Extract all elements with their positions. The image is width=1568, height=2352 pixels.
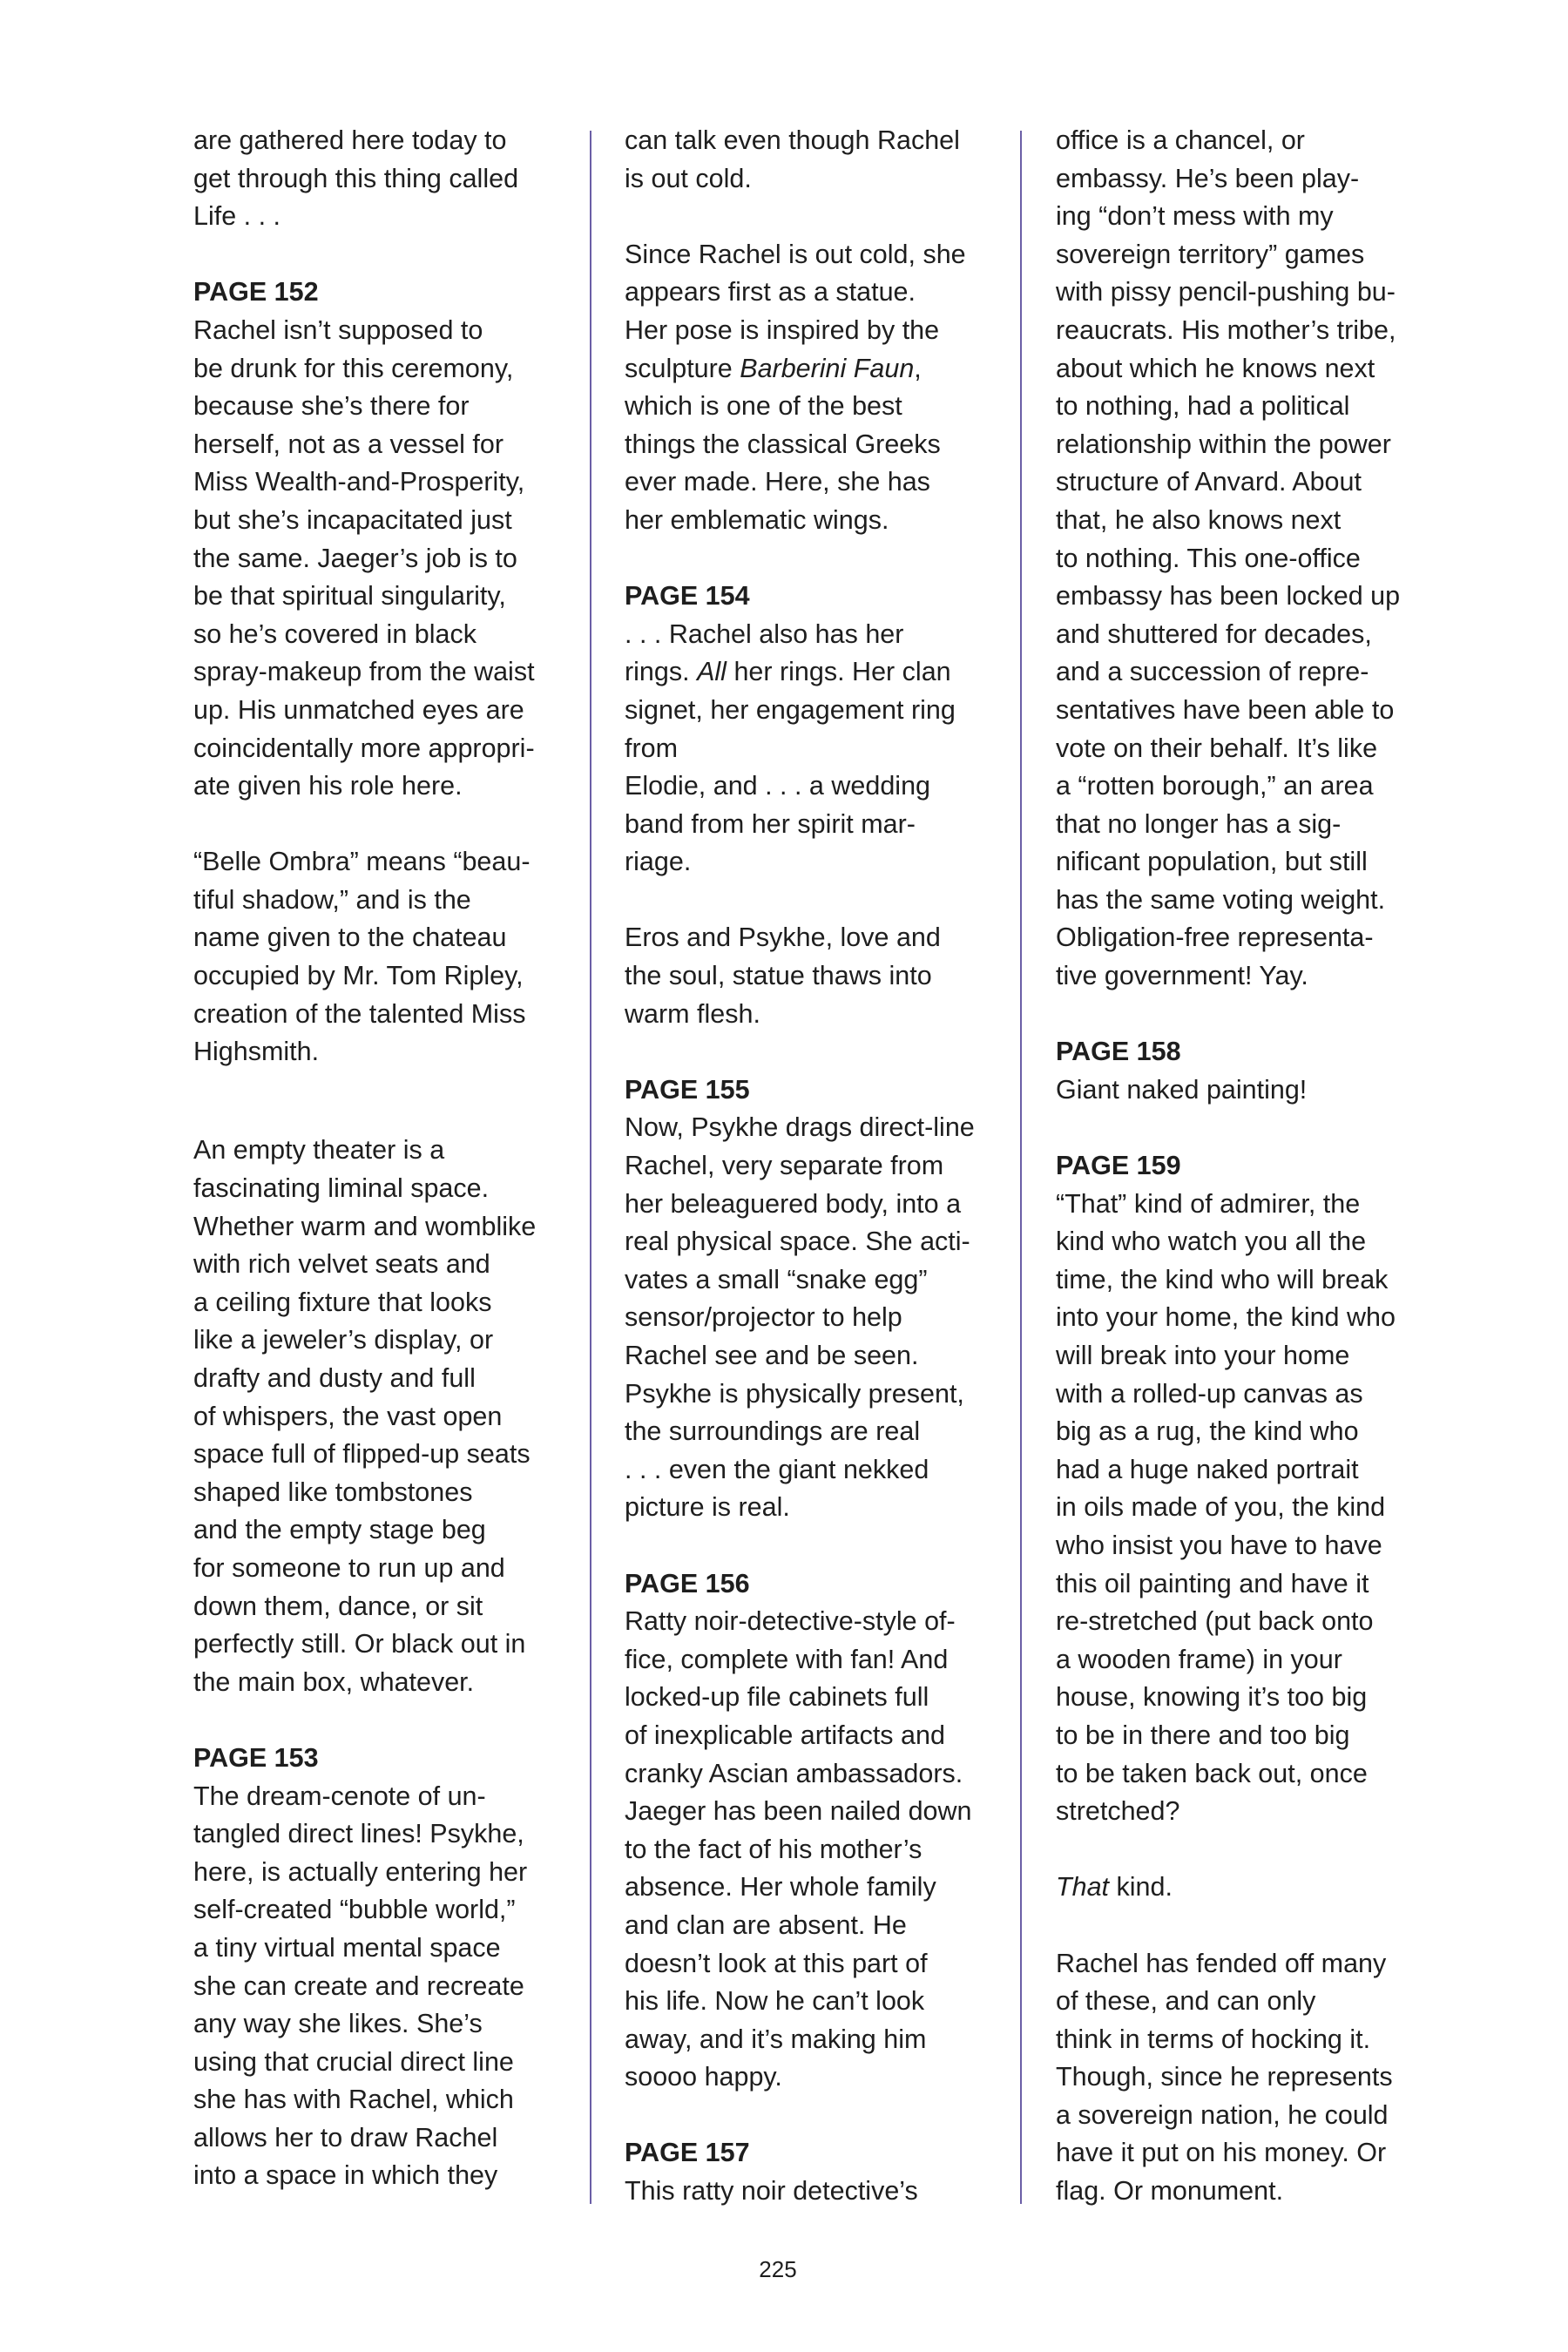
- text-line: embassy has been locked up: [1056, 581, 1401, 612]
- text-line: have it put on his money. Or: [1056, 2138, 1387, 2168]
- text-line: she can create and recreate: [193, 1970, 524, 2001]
- text-line: Though, since he represents: [1056, 2062, 1393, 2092]
- text-line: shaped like tombstones: [193, 1477, 473, 1507]
- text-line: tangled direct lines! Psykhe,: [193, 1819, 524, 1849]
- text-line: “Belle Ombra” means “beau-: [193, 847, 531, 877]
- text-line: ever made. Here, she has: [625, 467, 930, 497]
- text-line: space full of flipped-up seats: [193, 1439, 531, 1470]
- text-line: about which he knows next: [1056, 353, 1375, 383]
- text-run: rings.: [625, 657, 698, 687]
- text-line: to nothing, had a political: [1056, 391, 1350, 422]
- text-line: office is a chancel, or: [1056, 125, 1305, 155]
- text-line: band from her spirit mar-: [625, 808, 916, 839]
- text-line: . . . Rachel also has her: [625, 618, 904, 649]
- text-line: reaucrats. His mother’s tribe,: [1056, 314, 1396, 345]
- text-line: big as a rug, the kind who: [1056, 1416, 1359, 1447]
- page-heading: PAGE 155: [625, 1074, 750, 1105]
- text-line: think in terms of hocking it.: [1056, 2024, 1371, 2054]
- text-line: sovereign territory” games: [1056, 239, 1365, 269]
- text-line: Elodie, and . . . a wedding: [625, 771, 930, 801]
- text-line: of these, and can only: [1056, 1986, 1316, 2017]
- text-line: into your home, the kind who: [1056, 1302, 1396, 1333]
- text-line: structure of Anvard. About: [1056, 467, 1362, 497]
- text-column-2: [625, 122, 1008, 2211]
- text-line: can talk even though Rachel: [625, 125, 960, 155]
- text-line: sentatives have been able to: [1056, 694, 1395, 725]
- text-line: Ratty noir-detective-style of-: [625, 1606, 956, 1637]
- text-line: Psykhe is physically present,: [625, 1378, 964, 1409]
- text-line: tiful shadow,” and is the: [193, 884, 471, 915]
- page-heading: PAGE 159: [1056, 1151, 1181, 1181]
- text-line: picture is real.: [625, 1492, 790, 1523]
- text-line: cranky Ascian ambassadors.: [625, 1758, 963, 1788]
- paragraph-gap: [625, 198, 1008, 236]
- text-line: will break into your home: [1056, 1341, 1350, 1370]
- text-line: because she’s there for: [193, 391, 470, 422]
- text-line: so he’s covered in black: [193, 618, 476, 649]
- text-line: spray-makeup from the waist: [193, 657, 535, 687]
- italic-run: That: [1056, 1872, 1110, 1903]
- text-line: The dream-cenote of un-: [193, 1781, 486, 1811]
- text-line: who insist you have to have: [1056, 1530, 1382, 1560]
- text-line: fice, complete with fan! And: [625, 1644, 949, 1674]
- text-line: vote on their behalf. It’s like: [1056, 733, 1378, 763]
- text-line: Obligation-free representa-: [1056, 923, 1374, 953]
- paragraph-gap: [625, 540, 1008, 578]
- text-line: to the fact of his mother’s: [625, 1834, 923, 1864]
- text-line: Since Rachel is out cold, she: [625, 239, 966, 269]
- text-line: riage.: [625, 847, 692, 877]
- text-line: “That” kind of admirer, the: [1056, 1188, 1361, 1219]
- page-heading: PAGE 157: [625, 2138, 750, 2168]
- paragraph-gap: [193, 806, 577, 844]
- text-line: kind who watch you all the: [1056, 1227, 1367, 1257]
- text-line: . . . even the giant nekked: [625, 1454, 929, 1484]
- text-line: Highsmith.: [193, 1037, 320, 1067]
- text-line: appears first as a statue.: [625, 277, 916, 308]
- text-line: in oils made of you, the kind: [1056, 1492, 1386, 1523]
- page-heading: PAGE 156: [625, 1568, 750, 1598]
- text-line: and clan are absent. He: [625, 1909, 907, 1940]
- paragraph-gap: [1056, 1109, 1448, 1147]
- text-line: Giant naked painting!: [1056, 1074, 1308, 1105]
- text-line: a ceiling fixture that looks: [193, 1287, 492, 1317]
- text-line: any way she likes. She’s: [193, 2009, 483, 2039]
- text-line: ing “don’t mess with my: [1056, 201, 1334, 232]
- paragraph-gap: [193, 236, 577, 274]
- text-line: a “rotten borough,” an area: [1056, 771, 1374, 801]
- text-line: coincidentally more appropri-: [193, 733, 535, 763]
- text-line: that no longer has a sig-: [1056, 808, 1342, 839]
- text-column-1: [193, 122, 577, 2195]
- paragraph-gap: [625, 1527, 1008, 1565]
- text-line: An empty theater is a: [193, 1135, 445, 1166]
- text-line: Life . . .: [193, 201, 281, 232]
- text-line: of inexplicable artifacts and: [625, 1720, 945, 1750]
- text-line: a wooden frame) in your: [1056, 1644, 1342, 1674]
- page-heading: PAGE 153: [193, 1742, 319, 1773]
- text-line: like a jeweler’s display, or: [193, 1325, 494, 1355]
- text-line: be drunk for this ceremony,: [193, 353, 514, 383]
- text-line: for someone to run up and: [193, 1552, 505, 1583]
- text-line: Rachel, very separate from: [625, 1151, 944, 1181]
- paragraph-gap: [1056, 1831, 1448, 1869]
- text-line: are gathered here today to: [193, 125, 507, 155]
- text-line: her beleaguered body, into a: [625, 1188, 962, 1219]
- text-line: his life. Now he can’t look: [625, 1986, 925, 2017]
- text-line: Rachel isn’t supposed to: [193, 314, 483, 345]
- text-line: Now, Psykhe drags direct-line: [625, 1112, 975, 1143]
- page-number: 225: [759, 2256, 797, 2282]
- text-line: herself, not as a vessel for: [193, 429, 504, 459]
- text-line: to be in there and too big: [1056, 1720, 1350, 1750]
- italic-run: All: [697, 657, 727, 687]
- text-line: Rachel see and be seen.: [625, 1341, 919, 1370]
- text-line: to be taken back out, once: [1056, 1758, 1368, 1788]
- text-line: locked-up file cabinets full: [625, 1682, 929, 1713]
- text-line: be that spiritual singularity,: [193, 581, 506, 612]
- text-line: Jaeger has been nailed down: [625, 1796, 972, 1827]
- text-line: from: [625, 733, 678, 763]
- text-run: her rings. Her clan: [726, 657, 951, 687]
- text-line: is out cold.: [625, 163, 752, 193]
- page-heading: PAGE 158: [1056, 1037, 1181, 1067]
- text-line: perfectly still. Or black out in: [193, 1629, 526, 1659]
- text-line: and shuttered for decades,: [1056, 618, 1372, 649]
- text-line: with pissy pencil-pushing bu-: [1056, 277, 1396, 308]
- text-line: vates a small “snake egg”: [625, 1264, 928, 1294]
- text-line: of whispers, the vast open: [193, 1401, 503, 1431]
- text-line: absence. Her whole family: [625, 1872, 936, 1903]
- text-line: re-stretched (put back onto: [1056, 1606, 1374, 1637]
- text-line: to nothing. This one-office: [1056, 543, 1361, 573]
- text-line: creation of the talented Miss: [193, 998, 526, 1029]
- text-line: using that crucial direct line: [193, 2046, 514, 2077]
- text-line: the soul, statue thaws into: [625, 961, 932, 991]
- text-line: fascinating liminal space.: [193, 1173, 490, 1204]
- text-line: nificant population, but still: [1056, 847, 1368, 877]
- text-line: but she’s incapacitated just: [193, 504, 512, 535]
- text-line: ate given his role here.: [193, 771, 463, 801]
- page-heading: PAGE 152: [193, 277, 319, 308]
- text-line: that, he also knows next: [1056, 504, 1342, 535]
- italic-run: Barberini Faun: [740, 353, 915, 383]
- text-line: her emblematic wings.: [625, 504, 889, 535]
- text-line: the main box, whatever.: [193, 1666, 475, 1697]
- text-line: [625, 653, 1008, 692]
- text-line: time, the kind who will break: [1056, 1264, 1389, 1294]
- text-line: Eros and Psykhe, love and: [625, 923, 941, 953]
- text-line: she has with Rachel, which: [193, 2085, 514, 2115]
- paragraph-gap: [1056, 996, 1448, 1034]
- text-line: with rich velvet seats and: [193, 1249, 490, 1280]
- text-line: sensor/projector to help: [625, 1302, 902, 1333]
- text-line: into a space in which they: [193, 2160, 498, 2191]
- text-line: tive government! Yay.: [1056, 961, 1308, 991]
- text-line: and the empty stage beg: [193, 1515, 486, 1545]
- text-line: stretched?: [1056, 1796, 1180, 1827]
- column-divider-1: [590, 131, 591, 2204]
- text-line: which is one of the best: [625, 391, 902, 422]
- text-line: the surroundings are real: [625, 1416, 921, 1447]
- text-line: flag. Or monument.: [1056, 2176, 1284, 2207]
- paragraph-gap: [625, 2097, 1008, 2135]
- text-line: a tiny virtual mental space: [193, 1932, 501, 1963]
- text-line: down them, dance, or sit: [193, 1591, 483, 1621]
- text-run: kind.: [1109, 1872, 1173, 1903]
- text-line: soooo happy.: [625, 2062, 782, 2092]
- text-line: get through this thing called: [193, 163, 519, 193]
- text-line: drafty and dusty and full: [193, 1363, 476, 1393]
- paragraph-gap: [193, 1701, 577, 1740]
- text-run: ,: [914, 353, 922, 383]
- text-line: house, knowing it’s too big: [1056, 1682, 1368, 1713]
- text-line: [1056, 1869, 1448, 1907]
- paragraph-gap: [1056, 1907, 1448, 1945]
- text-line: relationship within the power: [1056, 429, 1391, 459]
- text-line: here, is actually entering her: [193, 1856, 528, 1887]
- page-heading: PAGE 154: [625, 581, 750, 612]
- text-line: things the classical Greeks: [625, 429, 941, 459]
- paragraph-gap: [193, 1109, 577, 1132]
- text-line: self-created “bubble world,”: [193, 1895, 516, 1925]
- text-line: real physical space. She acti-: [625, 1227, 970, 1257]
- text-line: name given to the chateau: [193, 923, 507, 953]
- text-line: signet, her engagement ring: [625, 694, 956, 725]
- text-line: This ratty noir detective’s: [625, 2176, 918, 2207]
- text-line: Whether warm and womblike: [193, 1211, 537, 1241]
- text-line: occupied by Mr. Tom Ripley,: [193, 961, 524, 991]
- text-line: warm flesh.: [625, 998, 760, 1029]
- text-line: has the same voting weight.: [1056, 884, 1386, 915]
- text-line: a sovereign nation, he could: [1056, 2099, 1389, 2130]
- column-divider-2: [1020, 131, 1022, 2204]
- paragraph-gap: [625, 1033, 1008, 1071]
- text-line: [625, 350, 1008, 389]
- text-line: and a succession of repre-: [1056, 657, 1369, 687]
- text-line: up. His unmatched eyes are: [193, 694, 524, 725]
- paragraph-gap: [193, 1071, 577, 1110]
- paragraph-gap: [625, 882, 1008, 920]
- text-line: embassy. He’s been play-: [1056, 163, 1360, 193]
- text-line: with a rolled-up canvas as: [1056, 1378, 1363, 1409]
- text-line: Her pose is inspired by the: [625, 314, 940, 345]
- text-run: sculpture: [625, 353, 740, 383]
- text-line: the same. Jaeger’s job is to: [193, 543, 517, 573]
- text-line: Rachel has fended off many: [1056, 1948, 1387, 1978]
- text-line: had a huge naked portrait: [1056, 1454, 1359, 1484]
- text-line: doesn’t look at this part of: [625, 1948, 928, 1978]
- text-line: Miss Wealth-and-Prosperity,: [193, 467, 525, 497]
- text-line: allows her to draw Rachel: [193, 2122, 498, 2153]
- text-column-3: [1056, 122, 1448, 2211]
- text-line: this oil painting and have it: [1056, 1568, 1369, 1598]
- text-line: away, and it’s making him: [625, 2024, 927, 2054]
